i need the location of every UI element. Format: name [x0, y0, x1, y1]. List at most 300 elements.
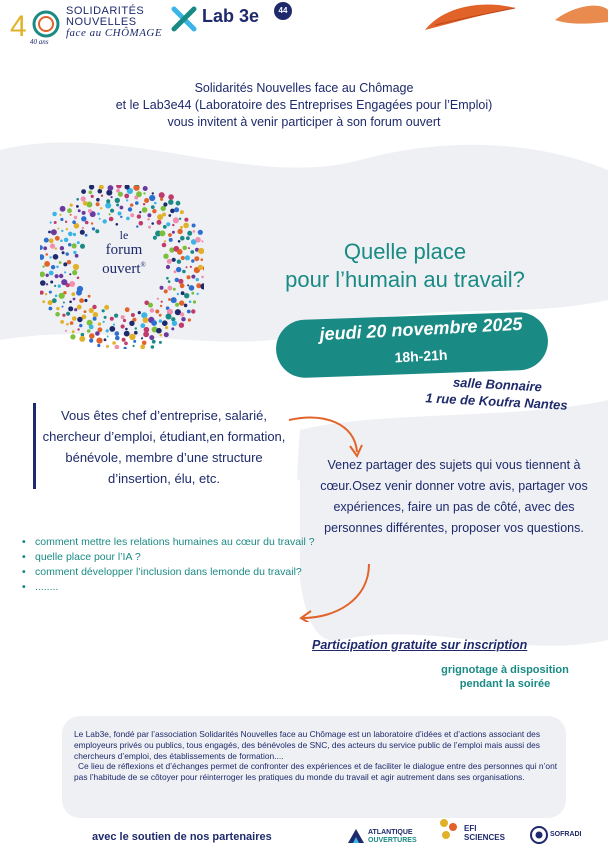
forum-logo-dot [61, 230, 63, 232]
forum-logo-dot [161, 301, 163, 303]
forum-logo-dot [194, 256, 199, 261]
partners-label: avec le soutien de nos partenaires [92, 831, 272, 843]
forum-logo-dot [106, 329, 109, 332]
forum-logo-dot [67, 208, 72, 213]
forum-logo-dot [104, 338, 107, 341]
forum-logo-dot [63, 302, 65, 304]
forum-logo-dot [109, 213, 111, 215]
forum-logo-dot [189, 300, 192, 303]
forum-logo-dot [66, 312, 70, 316]
forum-logo-dot [76, 205, 79, 208]
list-item: • comment développer l’inclusion dans lemonde du travail? [22, 565, 322, 580]
forum-logo-dot [168, 286, 173, 291]
forum-logo-dot [42, 300, 45, 303]
forum-logo-dot [177, 260, 181, 264]
forum-logo-dot [180, 210, 184, 214]
forum-logo-dot [200, 283, 204, 289]
forum-logo-dot [115, 336, 120, 341]
forum-logo-dot [130, 213, 134, 217]
partner-efi-line1: EFI [464, 824, 477, 833]
forum-logo-dot [195, 237, 201, 243]
snack-line2: pendant la soirée [459, 678, 551, 690]
forum-logo-dot [52, 298, 57, 303]
efi-sciences-logo-icon [438, 817, 460, 843]
forum-logo-dot [155, 310, 159, 314]
forum-logo-dot [174, 270, 177, 273]
forum-logo-dot [46, 283, 48, 285]
forum-logo-dot [116, 185, 122, 188]
forum-logo-dot [160, 286, 164, 290]
forum-logo-dot [177, 249, 183, 255]
forum-logo-dot [143, 331, 149, 337]
forum-logo-dot [57, 228, 59, 230]
forum-logo-dot [191, 259, 194, 262]
forum-logo-dot [190, 266, 192, 268]
forum-logo-dot [59, 214, 61, 216]
forum-logo-dot [166, 314, 172, 320]
list-item: • ........ [22, 580, 322, 595]
forum-logo-dot [59, 261, 62, 264]
forum-logo-dot [193, 300, 196, 303]
forum-logo-dot [149, 335, 154, 340]
forum-logo-dot [66, 252, 69, 255]
forum-logo-dot [75, 254, 79, 258]
forum-logo-dot [166, 222, 170, 226]
forum-logo-dot [81, 216, 86, 221]
forum-logo-dot [198, 248, 204, 254]
forum-logo-dot [168, 214, 171, 217]
forum-logo-dot [65, 330, 67, 332]
forum-logo-dot [169, 238, 173, 242]
forum-logo-dot [176, 267, 181, 272]
forum-logo-dot [191, 275, 195, 279]
forum-logo-dot [40, 272, 45, 278]
forum-logo-dot [129, 321, 134, 326]
forum-logo-dot [191, 292, 194, 295]
forum-logo-line1: le [119, 228, 129, 242]
forum-logo-dot [110, 209, 114, 213]
sncc-logo-text [66, 6, 162, 39]
forum-logo-dot [157, 298, 159, 300]
forum-logo-dot [81, 189, 86, 194]
forum-logo-dot [168, 280, 171, 283]
forum-logo-dot [99, 185, 104, 190]
forum-logo-dot [82, 211, 86, 215]
forum-logo-dot [192, 224, 196, 228]
forum-logo-dot [180, 236, 185, 241]
lab3e-badge: 44 [274, 2, 292, 20]
forum-logo-dot [139, 211, 141, 213]
forum-logo-dot [89, 191, 93, 195]
forum-logo-dot [120, 206, 124, 210]
forum-logo-dot [198, 230, 203, 235]
forum-logo-dot [89, 333, 95, 339]
forum-logo-dot [193, 230, 196, 233]
forum-logo-dot [68, 243, 71, 246]
partner-atlantique [368, 829, 417, 845]
forum-logo-dot [187, 231, 192, 236]
forum-logo-dot [89, 325, 94, 330]
forum-logo-dot [103, 321, 105, 323]
forum-logo-dot [87, 329, 91, 333]
forum-logo-dot [165, 326, 168, 329]
forum-logo-dot [151, 345, 155, 349]
partner-atlantique-line2: OUVERTURES [368, 837, 417, 844]
forum-logo-line3 [84, 258, 164, 277]
forum-logo-dot [54, 221, 57, 224]
forum-logo-dot [147, 213, 151, 217]
partner-efi [464, 824, 505, 842]
forum-logo-dot [133, 340, 136, 343]
event-time: 18h-21h [394, 346, 448, 366]
lab3e-name: Lab 3e [202, 6, 260, 26]
forum-logo-dot [160, 198, 163, 201]
event-title-line2: pour l’humain au travail? [285, 267, 525, 292]
forum-logo-dot [69, 273, 71, 275]
forum-logo-dot [186, 266, 188, 268]
forum-logo-dot [115, 331, 120, 336]
forum-logo-dot [45, 253, 48, 256]
forum-logo-dot [110, 317, 114, 321]
forum-logo-dot [89, 185, 94, 190]
forum-logo-dot [122, 338, 126, 342]
forum-logo-dot [59, 293, 65, 299]
forum-logo-dot [162, 213, 166, 217]
forum-logo-dot [112, 341, 116, 345]
forum-logo-dot [170, 209, 175, 214]
forum-logo-dot [137, 214, 141, 218]
forum-logo-dot [77, 305, 82, 310]
forum-logo-dot [172, 224, 174, 226]
forum-logo-dot [61, 279, 67, 285]
forum-logo-dot [77, 277, 80, 280]
venue-line1: salle Bonnaire [452, 374, 543, 395]
forum-logo-dot [69, 281, 75, 287]
forum-logo-dot [76, 198, 79, 201]
forum-logo-dot [164, 289, 168, 293]
forum-logo-dot [181, 291, 185, 295]
intro-text [60, 80, 548, 131]
forum-logo-dot [173, 288, 176, 291]
forum-logo-dot [181, 256, 185, 260]
forum-logo-dot [111, 196, 113, 198]
forum-logo-dot [139, 221, 144, 226]
forum-logo-dot [97, 213, 100, 216]
forum-logo-dot [178, 279, 183, 284]
forum-logo-dot [71, 292, 75, 296]
forum-logo-dot [163, 202, 167, 206]
forum-logo-dot [172, 321, 177, 326]
forum-logo-dot [120, 216, 122, 218]
forum-logo-dot [108, 185, 114, 191]
forum-logo-dot [128, 207, 132, 211]
forum-logo-dot [152, 209, 156, 213]
invitation-text: Venez partager des sujets qui vous tiennent à cœur.Osez venir donner votre avis, partager vos expériences, faire un pas de côté, avec des personnes différentes, proposer vos questions. [320, 458, 588, 535]
forum-logo-line2: forum [105, 242, 143, 258]
forum-logo-dot [59, 274, 63, 278]
forum-logo-dot [44, 238, 49, 243]
forum-logo-dot [62, 251, 65, 254]
forum-logo-dot [151, 222, 154, 225]
forum-logo-dot [168, 233, 172, 237]
forum-logo-dot [91, 222, 93, 224]
forum-logo-dot [89, 308, 94, 313]
forum-logo-dot [140, 345, 145, 350]
forum-logo-dot [97, 344, 100, 347]
forum-logo-dot [159, 192, 165, 198]
forum-logo-dot [73, 233, 76, 236]
svg-text:4: 4 [10, 10, 27, 43]
forum-logo-dot [191, 309, 195, 313]
forum-logo-dot [66, 228, 68, 230]
forum-logo-dot [96, 198, 100, 202]
forum-logo-dot [177, 229, 182, 234]
intro-line3: vous invitent à venir participer à son forum ouvert [167, 115, 441, 129]
forum-logo-dot [109, 217, 114, 222]
forum-logo-dot [44, 261, 50, 267]
forum-logo-dot [70, 204, 73, 207]
forum-logo-dot [62, 314, 65, 317]
forum-logo-dot [116, 223, 119, 226]
venue-line2: 1 rue de Koufra Nantes [425, 390, 569, 413]
forum-logo-dot [181, 317, 185, 321]
forum-logo-dot [178, 240, 181, 243]
forum-logo-dot [189, 285, 195, 291]
forum-logo-line3-text: ouvert [102, 261, 141, 277]
forum-logo-dot [160, 334, 163, 337]
forum-logo-dot [50, 281, 53, 284]
forum-logo-dot [88, 295, 91, 298]
forum-logo-dot [116, 204, 119, 207]
about-paragraph-1: Le Lab3e, fondé par l’association Solidarités Nouvelles face au Chômage est un laboratoire d’idées et d’actions associant des employeurs privés ou publics, tous engagés, des bénévoles de SNC, des acteurs du service public de l’emploi mais aussi des chercheurs d’emploi, des établissements de formation.... [74, 729, 541, 761]
forum-logo-dot [121, 315, 125, 319]
forum-logo-dot [166, 265, 170, 269]
registration-text: Participation gratuite sur inscription [312, 638, 528, 652]
forum-logo-dot [70, 321, 74, 325]
atlantique-ouvertures-logo-icon [346, 827, 366, 845]
forum-logo-dot [60, 206, 66, 212]
forum-logo-dot [106, 199, 110, 203]
forum-logo-dot [60, 218, 63, 221]
forum-logo-dot [92, 305, 96, 309]
forum-logo-dot [42, 265, 44, 267]
forum-logo-dot [173, 217, 179, 223]
forum-logo-dot [53, 254, 59, 260]
forum-logo-dot [43, 246, 47, 250]
forum-logo-dot [72, 220, 76, 224]
forum-logo-dot [79, 298, 84, 303]
forum-logo-dot [157, 220, 162, 225]
leaves-decoration [405, 0, 608, 40]
forum-logo-dot [168, 200, 173, 205]
forum-logo-dot [121, 324, 125, 328]
forum-logo-dot [151, 320, 157, 326]
forum-logo-dot [70, 214, 72, 216]
forum-logo-dot [60, 240, 63, 243]
forum-logo-dot [182, 270, 186, 274]
forum-logo-dot [48, 231, 51, 234]
forum-logo-dot [40, 291, 44, 295]
forum-logo-dot [113, 324, 115, 326]
forum-logo-dot [68, 306, 73, 311]
forum-logo-dot [93, 317, 97, 321]
forum-logo-dot [190, 250, 194, 254]
partner-sofradi: SOFRADI [550, 831, 582, 838]
forum-logo-dot [136, 191, 142, 197]
forum-logo-dot [55, 274, 59, 278]
forum-logo-dot [64, 238, 69, 243]
forum-logo-dot [81, 196, 86, 201]
forum-logo-dot [180, 312, 184, 316]
forum-logo-dot [54, 285, 56, 287]
audience-text: Vous êtes chef d’entreprise, salarié, chercheur d’emploi, étudiant,en formation, bénévole, membre d’une structure d’insertion, élu, etc. [42, 408, 286, 486]
forum-logo-dot [109, 326, 115, 332]
forum-logo-dot [56, 307, 59, 310]
forum-logo-dot [135, 327, 137, 329]
forum-logo-dot [72, 270, 77, 275]
forum-logo-dot [50, 221, 52, 223]
forum-logo-dot [55, 312, 60, 317]
forum-logo-dot [115, 345, 120, 349]
forum-logo-dot [154, 202, 157, 205]
forum-logo-dot [107, 336, 109, 338]
event-date: jeudi 20 novembre 2025 [319, 313, 523, 345]
forum-logo-dot [130, 203, 133, 206]
forum-logo-dot [144, 198, 149, 203]
forum-logo-dot [142, 341, 147, 346]
about-text [74, 729, 558, 783]
sncc-line1: SOLIDARITÉS [66, 5, 145, 17]
forum-logo-dot [159, 314, 162, 317]
forum-logo-dot [79, 324, 82, 327]
forum-logo-dot [164, 332, 169, 337]
forum-logo-dot [131, 313, 135, 317]
forum-logo-dot [147, 218, 150, 221]
intro-line2: et le Lab3e44 (Laboratoire des Entreprises Engagées pour l’Emploi) [115, 98, 493, 112]
forum-logo-dot [124, 342, 128, 346]
forum-logo-dot [49, 291, 52, 294]
forum-logo-dot [45, 293, 47, 295]
forum-logo-dot [89, 339, 93, 343]
forum-logo-dot [174, 207, 179, 212]
forum-logo-dot [151, 205, 155, 209]
forum-logo-dot [143, 317, 149, 323]
forum-logo-dot [65, 221, 67, 223]
forum-logo-dot [143, 192, 145, 194]
forum-logo-dot [126, 217, 130, 221]
forum-logo-dot [50, 244, 55, 249]
forum-logo-dot [156, 328, 162, 334]
forum-logo-dot [179, 323, 184, 328]
forum-logo-dot [125, 328, 128, 331]
forum-logo-dot [180, 226, 183, 229]
forum-logo-dot [162, 320, 168, 326]
forum-logo-dot [134, 331, 138, 335]
forum-logo-dot [168, 298, 171, 301]
forum-logo-dot [66, 323, 69, 326]
forum-logo-dot [182, 246, 187, 251]
forum-logo-dot [40, 280, 46, 286]
forum-logo-dot [143, 203, 145, 205]
forum-logo-dot [55, 295, 58, 298]
forum-logo-dot [46, 274, 49, 277]
forum-logo-dot [60, 246, 64, 250]
forum-logo-dot [68, 232, 73, 237]
sncc-line2: NOUVELLES [66, 16, 137, 28]
forum-logo-dot [184, 304, 188, 308]
forum-logo-dot [201, 240, 203, 242]
forum-logo-dot [102, 309, 105, 312]
forum-logo-mark: ® [140, 261, 146, 269]
forum-logo-dot [159, 319, 162, 322]
forum-logo-dot [188, 247, 190, 249]
forum-logo-dot [172, 258, 176, 262]
forum-logo-dot [141, 337, 143, 339]
forum-logo-dot [150, 308, 154, 312]
forum-logo-dot [67, 260, 71, 264]
forum-logo-dot [184, 218, 188, 222]
forum-logo-dot [129, 334, 135, 340]
forum-logo-dot [148, 303, 153, 308]
forum-logo-dot [40, 254, 44, 260]
forum-logo-dot [177, 293, 179, 295]
forum-logo-dot [106, 345, 109, 348]
forum-logo-dot [163, 254, 168, 259]
forum-logo-dot [171, 297, 177, 303]
forum-logo-dot [96, 202, 100, 206]
forum-logo-dot [96, 338, 102, 344]
forum-logo-dot [164, 240, 166, 242]
forum-logo-dot [48, 300, 53, 305]
forum-logo-dot [114, 314, 118, 318]
forum-logo-dot [84, 299, 87, 302]
forum-logo-dot [73, 298, 76, 301]
forum-logo-dot [133, 185, 139, 191]
forum-logo-dot [124, 194, 129, 199]
forum-logo-dot [183, 223, 189, 229]
forum-logo-dot [184, 293, 189, 298]
forum-logo-dot [115, 198, 120, 203]
forum-logo-dot [125, 307, 130, 312]
forum-logo-dot [133, 345, 135, 347]
forum-logo-dot [100, 207, 102, 209]
forum-logo-dot [62, 306, 64, 308]
forum-logo-dot [49, 256, 51, 258]
forum-logo-dot [143, 186, 148, 191]
forum-logo-dot [60, 320, 64, 324]
forum-logo-dot [135, 201, 139, 205]
forum-logo-dot [76, 290, 82, 296]
forum-logo-dot [186, 236, 190, 240]
sofradi-logo-icon [530, 826, 548, 844]
forum-logo-dot [196, 278, 199, 281]
forum-logo-dot [172, 231, 175, 234]
forum-logo-dot [64, 271, 66, 273]
forum-logo-dot [83, 201, 88, 206]
sncc-line3: face au CHÔMAGE [66, 27, 163, 39]
forum-logo-dot [152, 340, 156, 344]
forum-logo-dot [179, 300, 184, 305]
forum-logo-dot [85, 221, 89, 225]
forum-logo-dot [104, 305, 109, 310]
forum-logo-dot [180, 283, 185, 288]
forum-logo-dot [99, 218, 101, 220]
forum-logo-dot [77, 317, 82, 322]
forum-logo-dot [167, 259, 172, 264]
partner-efi-line2: SCIENCES [464, 833, 505, 842]
forum-logo-dot [188, 318, 191, 321]
forum-logo-dot [168, 194, 174, 200]
